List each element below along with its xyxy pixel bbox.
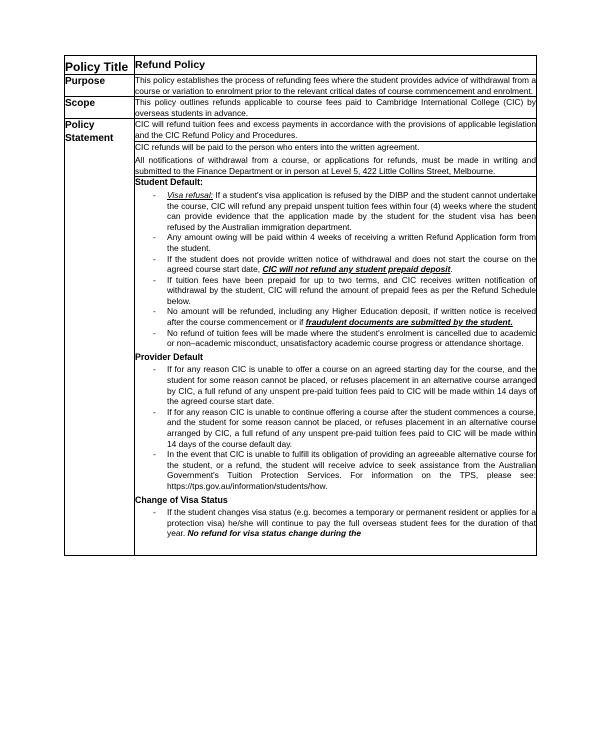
list-item xyxy=(135,407,536,449)
dash-mark: - xyxy=(153,189,156,200)
visa-status-heading: Change of Visa Status xyxy=(135,494,228,505)
statement-row-1 xyxy=(65,119,537,141)
statement-p2: CIC refunds will be paid to the person who enters into the written agreement. xyxy=(135,141,420,152)
purpose-row xyxy=(65,75,537,97)
title-row xyxy=(65,56,537,75)
item-emphasis: No refund for visa status change during the xyxy=(187,528,362,539)
item-text: Any amount owing will be paid within 4 weeks of receiving a written Refund Application form from the student. xyxy=(167,232,536,253)
statement-cell-2 xyxy=(135,141,537,177)
visa-status-list xyxy=(135,507,536,539)
dash-mark: - xyxy=(153,232,156,243)
dash-mark: - xyxy=(153,449,156,460)
policy-title-value: Refund Policy xyxy=(135,56,537,75)
item-emphasis: fraudulent documents are submitted by the student. xyxy=(305,317,513,328)
policy-table xyxy=(64,55,537,556)
policy-statement-label: Policy Statement xyxy=(65,119,135,556)
scope-row xyxy=(65,97,537,119)
item-tail: . xyxy=(450,264,453,275)
item-text: If the student changes visa status (e.g. becomes a temporary or permanent resident or applies for a protection visa) he/she will continue to pay the full overseas student fees for the duration of that year. xyxy=(167,507,536,539)
list-item xyxy=(135,328,536,349)
dash-mark: - xyxy=(153,364,156,375)
purpose-label: Purpose xyxy=(65,75,135,97)
provider-default-heading: Provider Default xyxy=(135,351,203,362)
list-item xyxy=(135,254,536,275)
item-text: If the student does not provide written notice of withdrawal and does not start the course on the agreed course start date, xyxy=(167,253,536,275)
dash-mark: - xyxy=(153,406,156,417)
item-text: If for any reason CIC is unable to continue offering a course after the student commences a course, and the student for some reason cannot be placed, or refuses placement in an alternative course arranged by CIC, a full refund of any unspent pre-paid tuition fees paid to CIC will be made within 14 days of the course default day. xyxy=(167,406,536,449)
statement-p3: All notifications of withdrawal from a course, or applications for refunds, must be made in writing and submitted to the Finance Department or in person at Level 5, 422 Little Collins Street, Melbourne. xyxy=(135,155,536,176)
list-item xyxy=(135,232,536,253)
statement-p1: CIC will refund tuition fees and excess payments in accordance with the provisions of applicable legislation and the CIC Refund Policy and Procedures. xyxy=(135,119,536,140)
item-text: In the event that CIC is unable to fulfill its obligation of providing an agreeable alternative course for the student, or a refund, the student will receive advice to seek assistance from the Australian Government's Tuition Protection Services. For information on the TPS, please see: https://tps.gov.au/information/students/how. xyxy=(167,449,536,491)
item-text: If for any reason CIC is unable to offer a course on an agreed starting day for the course, and the student for some reason cannot be placed, or refuses placement in an alternative course arranged by CIC, a full refund of any unspent pre-paid tuition fees paid to CIC will be made within 14 days of the agreed course start date. xyxy=(167,364,536,407)
list-item xyxy=(135,306,536,327)
dash-mark: - xyxy=(153,253,156,264)
item-emphasis: CIC will not refund any student prepaid deposit xyxy=(262,264,451,275)
defaults-cell xyxy=(135,177,537,556)
dash-mark: - xyxy=(153,507,156,518)
item-text: No refund of tuition fees will be made where the student's enrolment is cancelled due to academic or non–academic misconduct, unsatisfactory academic course progress or attendance shortage. xyxy=(167,327,536,349)
statement-row-3 xyxy=(65,177,537,556)
dash-mark: - xyxy=(153,306,156,317)
list-item xyxy=(135,275,536,307)
student-default-list xyxy=(135,190,536,349)
dash-mark: - xyxy=(153,274,156,285)
visa-status-clip xyxy=(135,507,536,555)
item-text: No amount will be refunded, including any Higher Education deposit, if written notice is received after the course commencement or if xyxy=(167,306,536,328)
statement-row-2 xyxy=(65,141,537,177)
list-item xyxy=(135,449,536,491)
dash-mark: - xyxy=(153,327,156,338)
item-text: If a student's visa application is refused by the DIBP and the student cannot undertake the course, CIC will refund any prepaid unspent tuition fees within four (4) weeks where the student can provide evidence that the application made by the student for the student visa has been refused by the Australian immigration department. xyxy=(167,189,536,232)
scope-text: This policy outlines refunds applicable to course fees paid to Cambridge International College (CIC) by overseas students in advance. xyxy=(135,97,536,118)
student-default-heading: Student Default: xyxy=(135,177,203,188)
item-text: If tuition fees have been prepaid for up to two terms, and CIC receives written notification of withdrawal by the student, CIC will refund the amount of prepaid fees as per the Refund Schedule below. xyxy=(167,274,536,306)
provider-default-list xyxy=(135,364,536,491)
visa-refusal-lead: Visa refusal: xyxy=(167,189,214,200)
list-item xyxy=(135,190,536,232)
purpose-text: This policy establishes the process of refunding fees where the student provides advice of withdrawal from a course or variation to enrolment prior to the relevant critical dates of course commencement and enrolment. xyxy=(135,75,536,96)
list-item xyxy=(135,507,536,539)
policy-title-label: Policy Title xyxy=(65,56,135,75)
scope-label: Scope xyxy=(65,97,135,119)
list-item xyxy=(135,364,536,406)
